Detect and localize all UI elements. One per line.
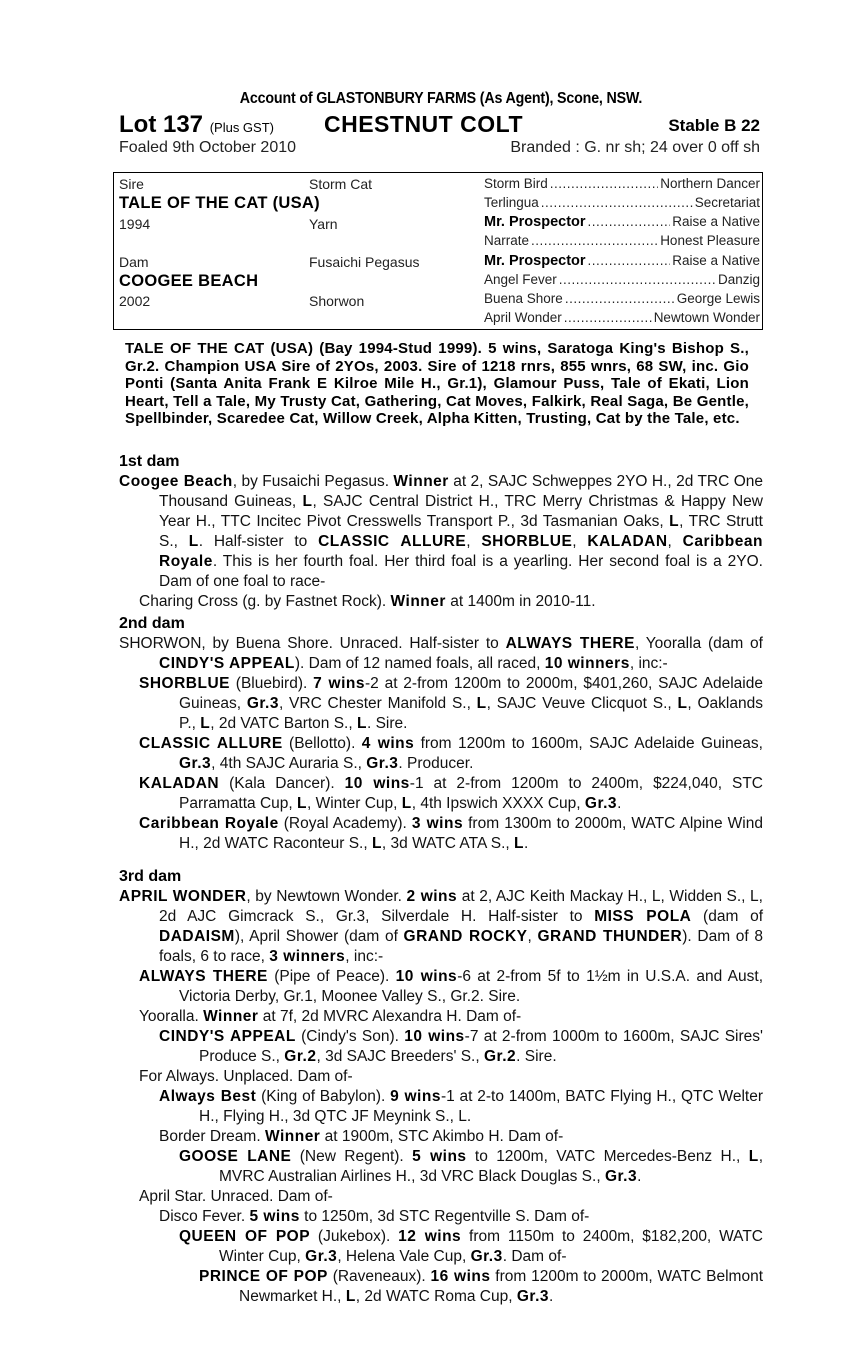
group-mark: Gr.3 (366, 755, 399, 772)
gen3-row (484, 195, 760, 210)
foal-name: KALADAN (139, 775, 220, 792)
text: (dam of (691, 908, 763, 925)
sire-name: TALE OF THE CAT (USA) (119, 194, 320, 212)
sibling: CLASSIC ALLURE (318, 533, 467, 550)
foal-entry (199, 1267, 763, 1307)
wins: Winner (203, 1008, 259, 1025)
text: from 1200m to 2000m, WATC Belmont Newmarket H., (239, 1268, 764, 1305)
wins: Winner (390, 593, 446, 610)
text: , 2d WATC Roma Cup, (355, 1288, 517, 1305)
text: , by Newtown Wonder. (246, 888, 407, 905)
text: (King of Babylon). (256, 1088, 391, 1105)
sire-label: Sire (119, 176, 144, 192)
group-mark: Gr.3 (246, 695, 279, 712)
group-mark: Gr.3 (179, 755, 212, 772)
sire-dam: Yarn (309, 216, 338, 232)
wins: Winner (393, 473, 449, 490)
wins: 7 wins (313, 675, 365, 692)
listed-mark: L (297, 795, 307, 812)
group-mark: Gr.3 (604, 1168, 638, 1185)
text: from 1200m to 1600m, SAJC Adelaide Guineas, (414, 735, 763, 752)
gen3-row (484, 176, 760, 191)
gen3-sire: Raise a Native (672, 253, 760, 268)
text: , TRC Strutt S., (159, 513, 763, 550)
wins: 9 wins (390, 1088, 441, 1105)
text: . Half-sister to (198, 533, 319, 550)
text: ). Dam of 8 foals, 6 to race, (159, 928, 763, 965)
text: -1 at 2-from 1200m to 2400m, $224,040, STC Parramatta Cup, (179, 775, 763, 812)
gen3-sire: Danzig (717, 272, 760, 287)
sire-sire: Storm Cat (309, 176, 373, 192)
listed-mark: L (401, 795, 412, 812)
gen3-ancestor: Mr. Prospector (484, 214, 586, 230)
listed-mark: L (476, 695, 487, 712)
foal-name: ALWAYS THERE (139, 968, 268, 985)
sibling: Caribbean Royale (159, 533, 763, 570)
text: (Pipe of Peace). (267, 968, 396, 985)
text: from 1300m to 2000m, WATC Alpine Wind H., 2d WATC Raconteur S., (179, 815, 763, 852)
listed-mark: L (188, 533, 199, 550)
text: to 1200m, VATC Mercedes-Benz H., (466, 1148, 749, 1165)
text: , 2d VATC Barton S., (210, 715, 357, 732)
text: , 4th Ipswich XXXX Cup, (411, 795, 585, 812)
foal-entry (139, 592, 763, 612)
group-mark: Gr.2 (284, 1048, 317, 1065)
wins: 3 winners (269, 948, 346, 965)
wins: 10 wins (395, 968, 458, 985)
listed-mark: L (748, 1148, 759, 1165)
text: , SAJC Central District H., TRC Merry Christmas & Happy New Year H., TTC Incitec Pivot Cresswells Transport P., 3d Tasmanian Oaks, (159, 493, 763, 530)
listed-mark: L (669, 513, 680, 530)
text: (Jukebox). (310, 1228, 399, 1245)
text: . Producer. (398, 755, 474, 772)
foal-entry (159, 1027, 763, 1067)
text: . (549, 1288, 554, 1305)
text: , 4th SAJC Auraria S., (211, 755, 367, 772)
text: . (637, 1168, 642, 1185)
foal-entry (139, 674, 763, 734)
text: SHORWON, by Buena Shore. Unraced. Half-sister to (119, 635, 506, 652)
foal-name: PRINCE OF POP (199, 1268, 328, 1285)
group-mark: Gr.3 (584, 795, 618, 812)
text: (Raveneaux). (327, 1268, 431, 1285)
text: , Oaklands P., (179, 695, 763, 732)
dam-name: Coogee Beach (119, 473, 233, 490)
gen3-row (484, 310, 760, 325)
text: at 1900m, STC Akimbo H. Dam of- (320, 1128, 564, 1145)
wins: 5 wins (412, 1148, 467, 1165)
wins: 12 wins (398, 1228, 462, 1245)
dam-name: COOGEE BEACH (119, 272, 259, 290)
gen3-ancestor: Terlingua (484, 195, 539, 210)
foal-name: Always Best (159, 1088, 257, 1105)
sibling: SHORBLUE (481, 533, 573, 550)
listed-mark: L (200, 715, 211, 732)
text: -6 at 2-from 5f to 1½m in U.S.A. and Aust, Victoria Derby, Gr.1, Moonee Valley S., Gr.2. Sire. (179, 968, 763, 1005)
sibling: GRAND ROCKY (403, 928, 528, 945)
text: , Helena Vale Cup, (337, 1248, 471, 1265)
gen3-sire: George Lewis (676, 291, 760, 306)
text: , by Fusaichi Pegasus. (232, 473, 394, 490)
text: -2 at 2-from 1200m to 2000m, $401,260, SAJC Adelaide Guineas, (179, 675, 763, 712)
text: , MVRC Australian Airlines H., 3d VRC Black Douglas S., (219, 1148, 763, 1185)
section-heading: 3rd dam (119, 868, 182, 885)
foal-name: SHORBLUE (139, 675, 230, 692)
foal-entry (139, 967, 763, 1007)
foal-entry (139, 814, 763, 854)
foal-name: Caribbean Royale (139, 815, 279, 832)
section-heading: 2nd dam (119, 615, 185, 632)
dam-label: Dam (119, 254, 149, 270)
listed-mark: L (302, 493, 313, 510)
stable-number: Stable B 22 (668, 116, 760, 135)
gen3-ancestor: Buena Shore (484, 291, 563, 306)
text: , VRC Chester Manifold S., (278, 695, 477, 712)
text: ), April Shower (dam of (234, 928, 404, 945)
sibling: GRAND THUNDER (537, 928, 683, 945)
brand-marks: Branded : G. nr sh; 24 over 0 off sh (510, 139, 760, 156)
text: Yooralla. (139, 1008, 204, 1025)
pedigree-table (113, 172, 763, 330)
text: (Cindy's Son). (295, 1028, 405, 1045)
text: (Bluebird). (229, 675, 314, 692)
text: at 7f, 2d MVRC Alexandra H. Dam of- (258, 1008, 522, 1025)
third-dam-section (119, 867, 763, 1307)
foal-name: QUEEN OF POP (179, 1228, 311, 1245)
text: . Sire. (366, 715, 408, 732)
sibling: KALADAN (587, 533, 668, 550)
sibling: CINDY'S APPEAL (159, 655, 295, 672)
text: ). Dam of 12 named foals, all raced, (294, 655, 545, 672)
dam-name: APRIL WONDER (119, 888, 247, 905)
foal-entry (159, 1087, 763, 1127)
text: Charing Cross (g. by Fastnet Rock). (139, 593, 391, 610)
plus-gst: (Plus GST) (209, 120, 274, 135)
foaling-line (119, 139, 763, 161)
text: , inc:- (629, 655, 668, 672)
text: , 3d SAJC Breeders' S., (316, 1048, 484, 1065)
gen3-ancestor: Mr. Prospector (484, 253, 586, 269)
gen3-sire: Raise a Native (672, 214, 760, 229)
group-mark: Gr.3 (305, 1248, 338, 1265)
foal-entry: April Star. Unraced. Dam of- (139, 1188, 333, 1205)
listed-mark: L (345, 1288, 356, 1305)
text: from 1150m to 2400m, $182,200, WATC Winter Cup, (219, 1228, 763, 1265)
sire-year: 1994 (119, 216, 151, 232)
sibling: DADAISM (159, 928, 235, 945)
lot-line (119, 111, 763, 139)
text: to 1250m, 3d STC Regentville S. Dam of- (299, 1208, 590, 1225)
first-dam-section (119, 452, 763, 612)
text: , Yooralla (dam of (634, 635, 763, 652)
foal-entry (159, 1127, 763, 1147)
gen3-sire: Northern Dancer (660, 176, 760, 191)
text: . Sire. (516, 1048, 557, 1065)
text: (Royal Academy). (278, 815, 412, 832)
sire-summary: TALE OF THE CAT (USA) (Bay 1994-Stud 1999). 5 wins, Saratoga King's Bishop S., Gr.2. Champion USA Sire of 2YOs, 2003. Sire of 1218 rnrs, 855 wnrs, 68 SW, inc. Gio Ponti (Santa Anita Frank E Kilroe Mile H., Gr.1), Glamour Puss, Tale of Ekati, Lion Heart, Tell a Tale, My Trusty Cat, Gathering, Cat Moves, Falkirk, Real Saga, Be Gentle, Spellbinder, Scaredee Cat, Willow Creek, Alpha Kitten, Trusting, Cat by the Tale, etc. (125, 340, 749, 427)
text: -7 at 2-from 1000m to 1600m, SAJC Sires' Produce S., (199, 1028, 763, 1065)
text: (Bellotto). (282, 735, 362, 752)
text: , 3d WATC ATA S., (381, 835, 514, 852)
lot-label: Lot 137 (119, 111, 204, 138)
dam-paragraph: APRIL WONDER, by Newtown Wonder. 2 wins at 2, AJC Keith Mackay H., L, Widden S., L, 2d AJC Gimcrack S., Gr.3, Silverdale H. Half-sister to MISS POLA (dam of DADAISM), April Shower (dam of GRAND ROCKY, GRAND THUNDER). Dam of 8 foals, 6 to race, 3 winners, inc:- (119, 888, 763, 965)
section-heading: 1st dam (119, 453, 180, 470)
text: at 2, AJC Keith Mackay H., L, Widden S., L, 2d AJC Gimcrack S., Gr.3, Silverdale H. Half-sister to (159, 888, 763, 925)
listed-mark: L (677, 695, 688, 712)
group-mark: Gr.3 (470, 1248, 503, 1265)
lot-number (119, 111, 274, 139)
foal-name: CLASSIC ALLURE (139, 735, 283, 752)
gen3-row (484, 214, 760, 230)
text: . (617, 795, 622, 812)
gen3-sire: Secretariat (694, 195, 760, 210)
sibling: MISS POLA (594, 908, 692, 925)
text: , Winter Cup, (307, 795, 402, 812)
listed-mark: L (514, 835, 524, 852)
foal-entry (159, 1207, 763, 1227)
foal-entry (139, 1007, 763, 1027)
gen3-row (484, 233, 760, 248)
foal-entry (179, 1227, 763, 1267)
text: , SAJC Veuve Clicquot S., (486, 695, 678, 712)
wins: Winner (264, 1128, 321, 1145)
gen3-row (484, 291, 760, 306)
listed-mark: L (371, 835, 382, 852)
sibling: ALWAYS THERE (505, 635, 635, 652)
text: (Kala Dancer). (219, 775, 345, 792)
text: Disco Fever. (159, 1208, 250, 1225)
text: at 1400m in 2010-11. (445, 593, 596, 610)
wins: 3 wins (411, 815, 464, 832)
wins: 16 wins (430, 1268, 491, 1285)
dam-year: 2002 (119, 293, 151, 309)
gen3-ancestor: Narrate (484, 233, 530, 248)
text: . (523, 835, 529, 852)
gen3-sire: Newtown Wonder (653, 310, 760, 325)
text: . Dam of- (502, 1248, 567, 1265)
dam-sire: Fusaichi Pegasus (309, 254, 420, 270)
text: at 2, SAJC Schweppes 2YO H., 2d TRC One Thousand Guineas, (159, 473, 763, 510)
wins: 10 winners (544, 655, 630, 672)
wins: 10 wins (344, 775, 410, 792)
vendor-account: Account of GLASTONBURY FARMS (As Agent), Scone, NSW. (239, 90, 643, 107)
dam-paragraph: Coogee Beach, by Fusaichi Pegasus. Winner at 2, SAJC Schweppes 2YO H., 2d TRC One Thousand Guineas, L, SAJC Central District H., TRC Merry Christmas & Happy New Year H., TTC Incitec Pivot Cresswells Transport P., 3d Tasmanian Oaks, L, TRC Strutt S., L. Half-sister to CLASSIC ALLURE, SHORBLUE, KALADAN, Caribbean Royale. This is her fourth foal. Her third foal is a yearling. Her second foal is a 2YO. Dam of one foal to race- (119, 473, 763, 590)
gen3-row (484, 253, 760, 269)
wins: 5 wins (249, 1208, 300, 1225)
foal-entry: For Always. Unplaced. Dam of- (139, 1068, 353, 1085)
gen3-row (484, 272, 760, 287)
catalogue-header (119, 88, 763, 161)
foal-name: GOOSE LANE (179, 1148, 292, 1165)
text: -1 at 2-to 1400m, BATC Flying H., QTC Welter H., Flying H., 3d QTC JF Meynink S., L. (199, 1088, 763, 1125)
foal-name: CINDY'S APPEAL (159, 1028, 296, 1045)
listed-mark: L (356, 715, 367, 732)
gen3-sire: Honest Pleasure (660, 233, 760, 248)
group-mark: Gr.2 (483, 1048, 517, 1065)
foal-entry (139, 734, 763, 774)
wins: 10 wins (404, 1028, 465, 1045)
foal-entry (139, 774, 763, 814)
gen3-ancestor: Storm Bird (484, 176, 548, 191)
dam-dam: Shorwon (309, 293, 365, 309)
dam-paragraph (119, 634, 763, 674)
foal-entry (179, 1147, 763, 1187)
wins: 2 wins (406, 888, 458, 905)
text: Border Dream. (159, 1128, 265, 1145)
text: . This is her fourth foal. Her third foal is a yearling. Her second foal is a 2YO. Dam of one foal to race- (159, 553, 763, 590)
second-dam-section (119, 614, 763, 854)
group-mark: Gr.3 (516, 1288, 550, 1305)
wins: 4 wins (361, 735, 415, 752)
gen3-ancestor: April Wonder (484, 310, 562, 325)
text: , inc:- (345, 948, 384, 965)
text: (New Regent). (291, 1148, 413, 1165)
gen3-ancestor: Angel Fever (484, 272, 557, 287)
foaled-date: Foaled 9th October 2010 (119, 139, 297, 156)
horse-description: CHESTNUT COLT (324, 111, 524, 137)
